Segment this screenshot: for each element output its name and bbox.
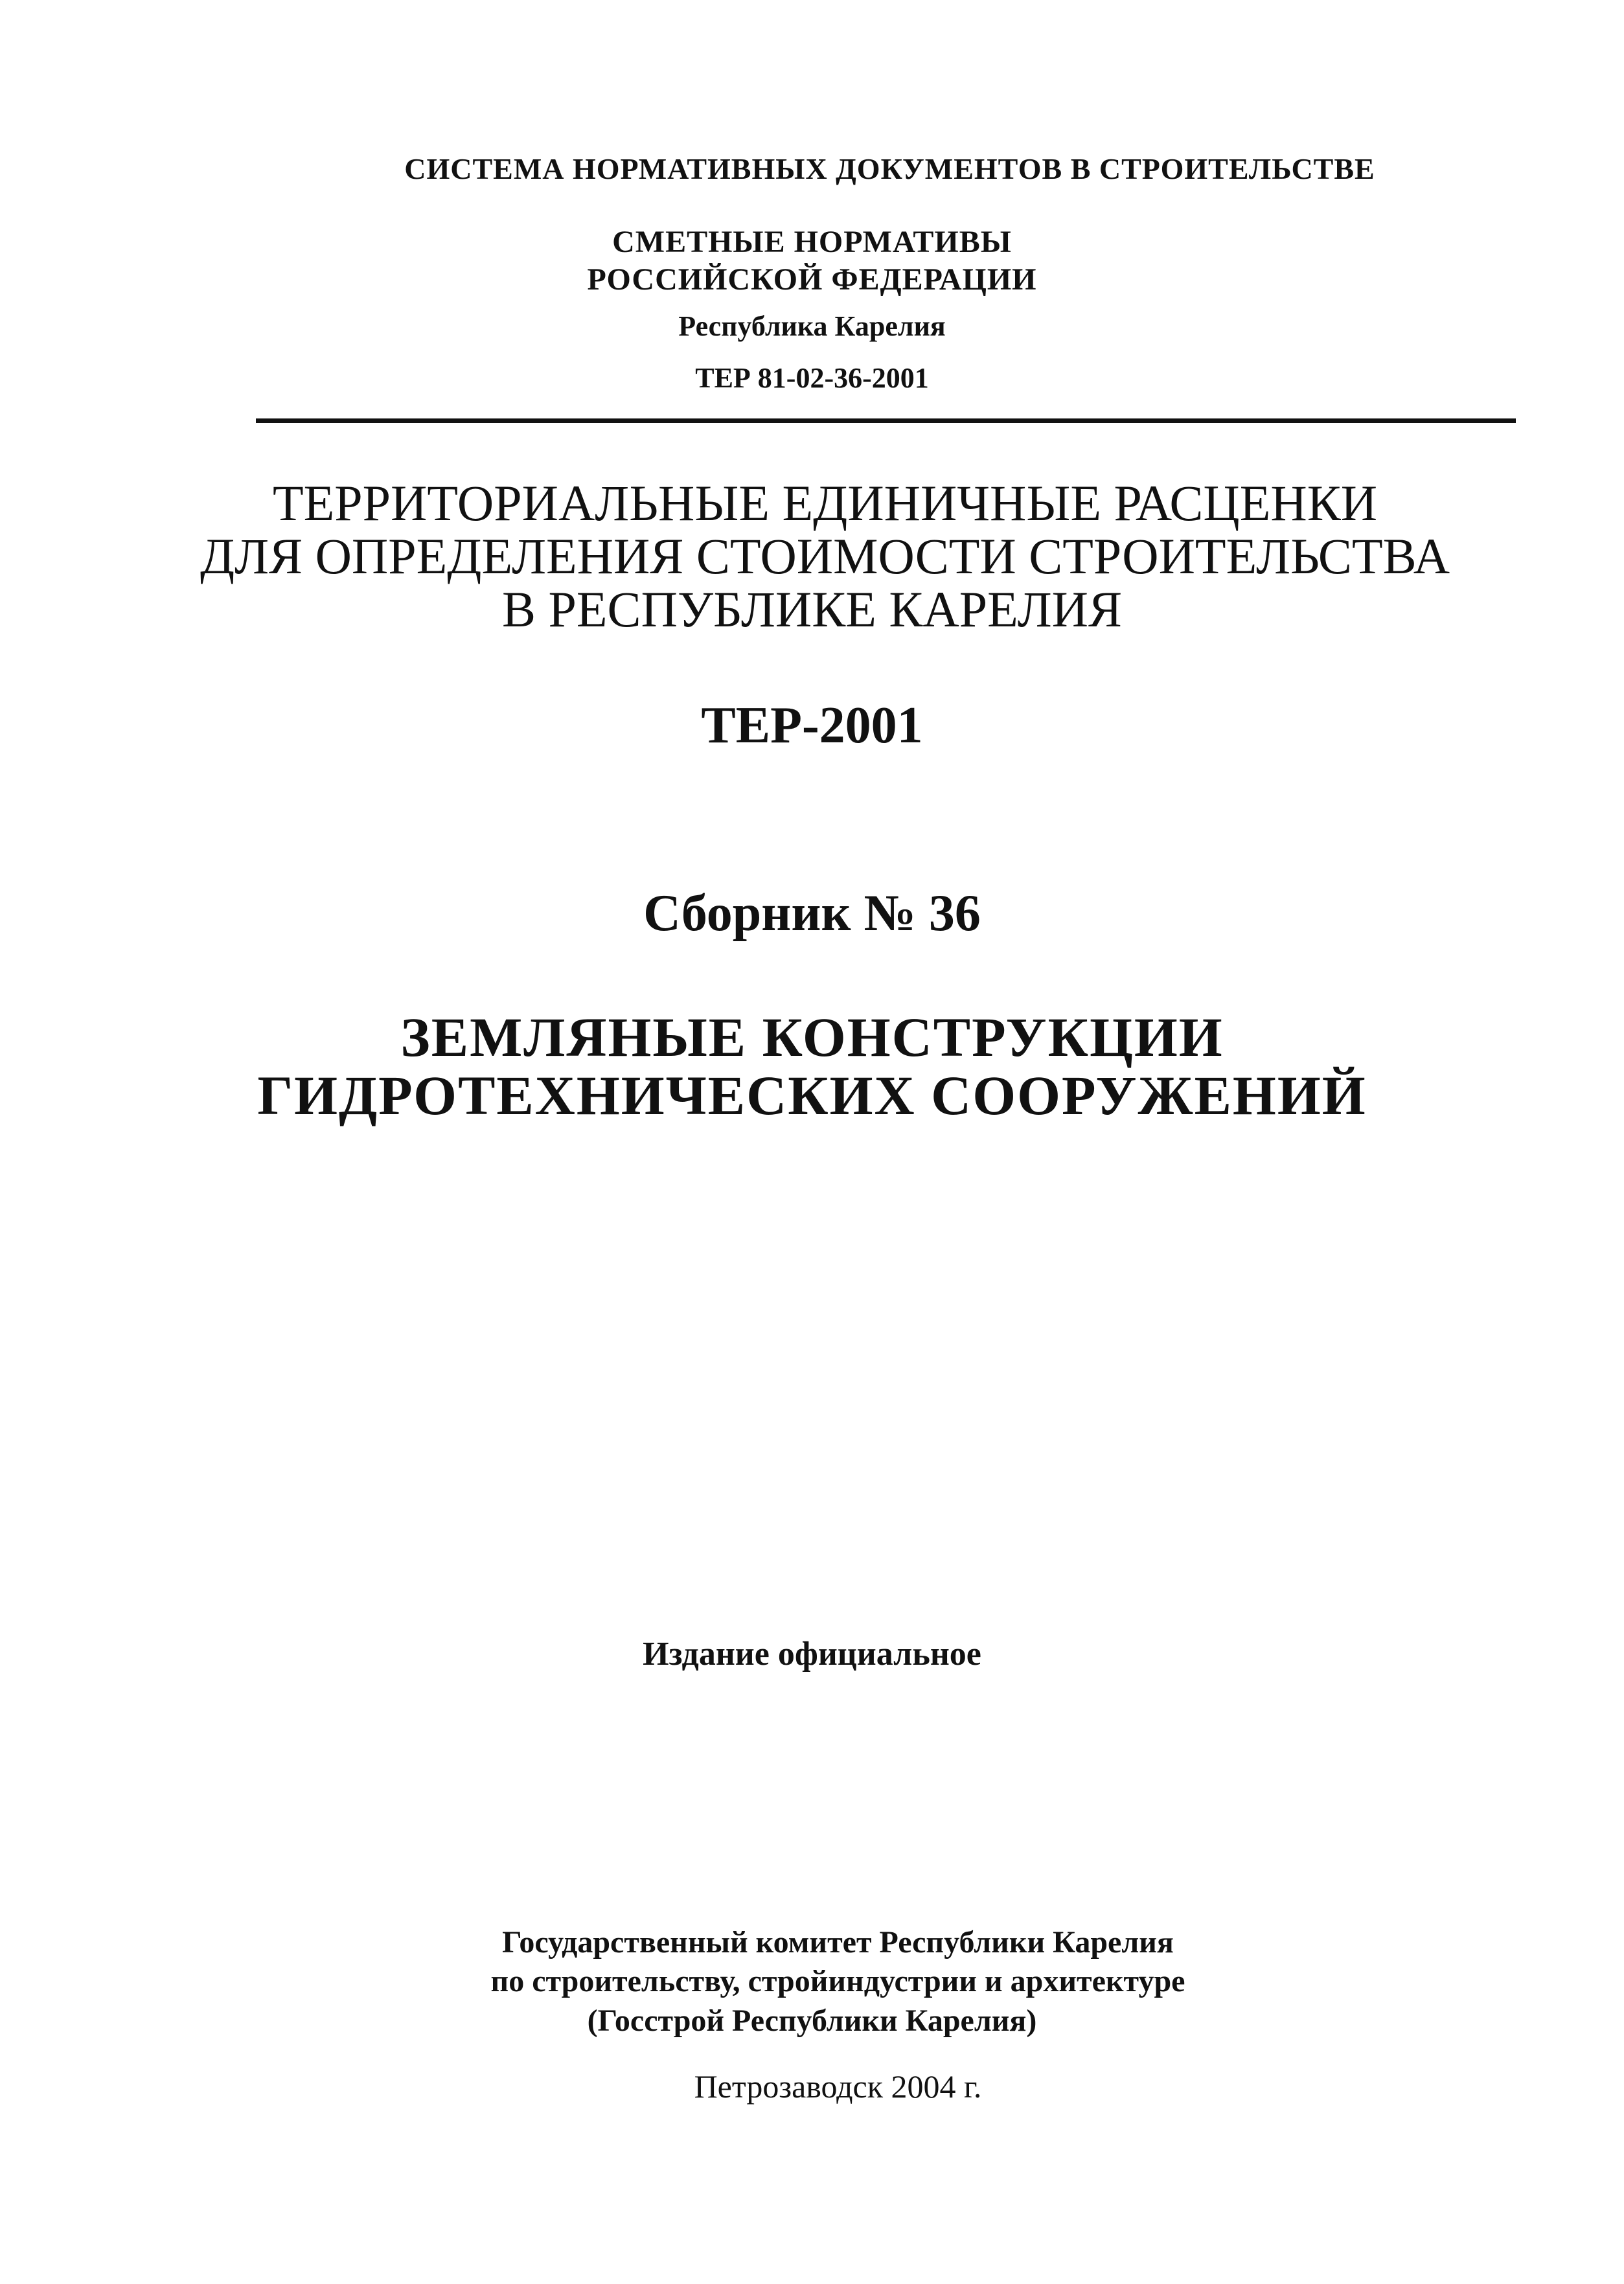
edition-label: Издание официальное bbox=[643, 1636, 981, 1673]
title-line2: ДЛЯ ОПРЕДЕЛЕНИЯ СТОИМОСТИ СТРОИТЕЛЬСТВА bbox=[200, 528, 1450, 584]
series-heading: СИСТЕМА НОРМАТИВНЫХ ДОКУМЕНТОВ В СТРОИТЕЛЬСТВЕ bbox=[404, 152, 1375, 185]
norms-heading-line2: РОССИЙСКОЙ ФЕДЕРАЦИИ bbox=[587, 262, 1037, 297]
title-abbreviation: ТЕР-2001 bbox=[701, 697, 923, 754]
collection-subject-line1: ЗЕМЛЯНЫЕ КОНСТРУКЦИИ bbox=[400, 1006, 1224, 1068]
document-code: ТЕР 81-02-36-2001 bbox=[695, 362, 929, 394]
title-line1: ТЕРРИТОРИАЛЬНЫЕ ЕДИНИЧНЫЕ РАСЦЕНКИ bbox=[272, 475, 1378, 531]
norms-heading-line1: СМЕТНЫЕ НОРМАТИВЫ bbox=[612, 225, 1012, 259]
place-year: Петрозаводск 2004 г. bbox=[694, 2068, 982, 2105]
region-label: Республика Карелия bbox=[678, 310, 946, 342]
header-divider bbox=[256, 418, 1516, 423]
publisher-line2: по строительству, стройиндустрии и архитектуре bbox=[490, 1964, 1185, 1998]
title-line3: В РЕСПУБЛИКЕ КАРЕЛИЯ bbox=[502, 581, 1122, 637]
collection-subject-line2: ГИДРОТЕХНИЧЕСКИХ СООРУЖЕНИЙ bbox=[257, 1064, 1367, 1126]
publisher-line1: Государственный комитет Республики Карелия bbox=[502, 1925, 1174, 1959]
publisher-line3: (Госстрой Республики Карелия) bbox=[587, 2004, 1037, 2038]
collection-number: Сборник № 36 bbox=[643, 885, 981, 942]
